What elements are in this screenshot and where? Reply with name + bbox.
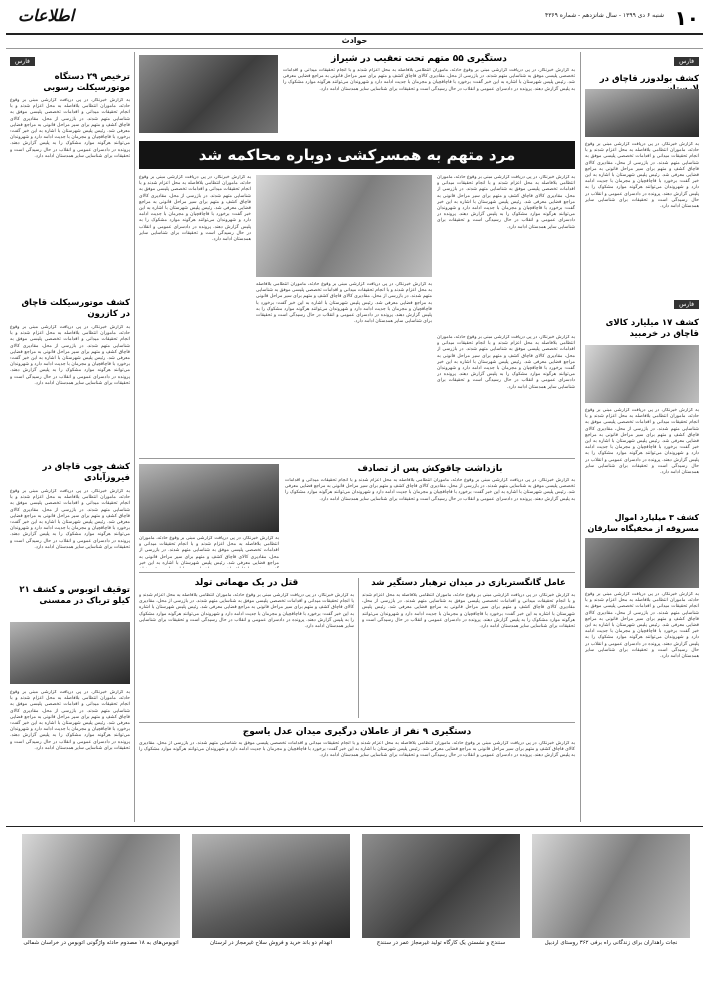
motorsmuggle-title: کشف موتورسیکلت قاچاق در کازرون [21,298,130,319]
party-title: قتل در یک مهمانی تولد [194,578,299,588]
motor29-title: ترخیص ۲۹ دستگاه موتورسیکلت رسوبی [43,72,130,93]
bottom-photo-1 [22,834,180,938]
main-bottom-rule [139,458,575,459]
gangster-body: به گزارش خبرنگار، در پی دریافت گزارشی مبنی بر وقوع حادثه، ماموران انتظامی بلافاصله به محل اعزام شدند و با انجام تحقیقات میدانی و اقدامات تخصصی پلیسی موفق به شناسایی متهم شدند. در بازرسی از محل، مقادیری کالای قاچاق کشف و متهم برای سیر مراحل قانونی به مراجع قضایی معرفی شد. رئیس پلیس شهرستان با اشاره به این خبر گفت: برخورد با قاچاقچیان و مجرمان با جدیت ادامه دارد و شهروندان می‌توانند هرگونه موارد مشکوک را به پلیس گزارش دهند. پرونده در دادسرای عمومی و انقلاب در حال رسیدگی است و تحقیقات برای شناسایی سایر همدستان ادامه دارد. [362,593,575,630]
photo-strip-rule [6,826,703,827]
main-body-right: به گزارش خبرنگار، در پی دریافت گزارشی مبنی بر وقوع حادثه، ماموران انتظامی بلافاصله به محل اعزام شدند و با انجام تحقیقات میدانی و اقدامات تخصصی پلیسی موفق به شناسایی متهم شدند. در بازرسی از محل، مقادیری کالای قاچاق کشف و متهم برای سیر مراحل قانونی به مراجع قضایی معرفی شد. رئیس پلیس شهرستان با اشاره به این خبر گفت: برخورد با قاچاقچیان و مجرمان با جدیت ادامه دارد و شهروندان می‌توانند هرگونه موارد مشکوک را به پلیس گزارش دهند. پرونده در دادسرای عمومی و انقلاب در حال رسیدگی است و تحقیقات برای شناسایی سایر همدستان ادامه دارد. [437,175,575,230]
wood-body: به گزارش خبرنگار، در پی دریافت گزارشی مبنی بر وقوع حادثه، ماموران انتظامی بلافاصله به محل اعزام شدند و با انجام تحقیقات میدانی و اقدامات تخصصی پلیسی موفق به شناسایی متهم شدند. در بازرسی از محل، مقادیری کالای قاچاق کشف و متهم برای سیر مراحل قانونی به مراجع قضایی معرفی شد. رئیس پلیس شهرستان با اشاره به این خبر گفت: برخورد با قاچاقچیان و مجرمان با جدیت ادامه دارد و شهروندان می‌توانند هرگونه موارد مشکوک را به پلیس گزارش دهند. پرونده در دادسرای عمومی و انقلاب در حال رسیدگی است و تحقیقات برای شناسایی سایر همدستان ادامه دارد. [10,489,130,550]
handcuff-photo [139,464,279,532]
issue-info: شنبه ۶ دی ۱۳۹۹ - سال شانزدهم - شماره ۴۳۶۹ [544,12,664,19]
main-body-left: به گزارش خبرنگار، در پی دریافت گزارشی مبنی بر وقوع حادثه، ماموران انتظامی بلافاصله به محل اعزام شدند و با انجام تحقیقات میدانی و اقدامات تخصصی پلیسی موفق به شناسایی متهم شدند. در بازرسی از محل، مقادیری کالای قاچاق کشف و متهم برای سیر مراحل قانونی به مراجع قضایی معرفی شد. رئیس پلیس شهرستان با اشاره به این خبر گفت: برخورد با قاچاقچیان و مجرمان با جدیت ادامه دارد و شهروندان می‌توانند هرگونه موارد مشکوک را به پلیس گزارش دهند. پرونده در دادسرای عمومی و انقلاب در حال رسیدگی است و تحقیقات برای شناسایی سایر همدستان ادامه دارد. [139,175,251,243]
goods17-body: به گزارش خبرنگار، در پی دریافت گزارشی مبنی بر وقوع حادثه، ماموران انتظامی بلافاصله به محل اعزام شدند و با انجام تحقیقات میدانی و اقدامات تخصصی پلیسی موفق به شناسایی متهم شدند. در بازرسی از محل، مقادیری کالای قاچاق کشف و متهم برای سیر مراحل قانونی به مراجع قضایی معرفی شد. رئیس پلیس شهرستان با اشاره به این خبر گفت: برخورد با قاچاقچیان و مجرمان با جدیت ادامه دارد و شهروندان می‌توانند هرگونه موارد مشکوک را به پلیس گزارش دهند. پرونده در دادسرای عمومی و انقلاب در حال رسیدگی است و تحقیقات برای شناسایی سایر همدستان ادامه دارد. [585,408,699,476]
bus-body-left: به گزارش خبرنگار، در پی دریافت گزارشی مبنی بر وقوع حادثه، ماموران انتظامی بلافاصله به محل اعزام شدند و با انجام تحقیقات میدانی و اقدامات تخصصی پلیسی موفق به شناسایی متهم شدند. در بازرسی از محل، مقادیری کالای قاچاق کشف و متهم برای سیر مراحل قانونی به مراجع قضایی معرفی شد. رئیس پلیس شهرستان با اشاره به این خبر [139,536,279,566]
yasuj-body: به گزارش خبرنگار، در پی دریافت گزارشی مبنی بر وقوع حادثه، ماموران انتظامی بلافاصله به محل اعزام شدند و با انجام تحقیقات میدانی و اقدامات تخصصی پلیسی موفق به شناسایی متهم شدند. در بازرسی از محل، مقادیری کالای قاچاق کشف و متهم برای سیر مراحل قانونی به مراجع قضایی معرفی شد. رئیس پلیس شهرستان با اشاره به این خبر گفت: برخورد با قاچاقچیان و مجرمان با جدیت ادامه دارد و شهروندان می‌توانند هرگونه موارد مشکوک را به پلیس گزارش دهند. پرونده در دادسرای عمومی و انقلاب در حال رسیدگی است و تحقیقات برای شناسایی سایر همدستان ادامه دارد. [139,741,575,759]
motor29-body: به گزارش خبرنگار، در پی دریافت گزارشی مبنی بر وقوع حادثه، ماموران انتظامی بلافاصله به محل اعزام شدند و با انجام تحقیقات میدانی و اقدامات تخصصی پلیسی موفق به شناسایی متهم شدند. در بازرسی از محل، مقادیری کالای قاچاق کشف و متهم برای سیر مراحل قانونی به مراجع قضایی معرفی شد. رئیس پلیس شهرستان با اشاره به این خبر گفت: برخورد با قاچاقچیان و مجرمان با جدیت ادامه دارد و شهروندان می‌توانند هرگونه موارد مشکوک را به پلیس گزارش دهند. پرونده در دادسرای عمومی و انقلاب در حال رسیدگی است و تحقیقات برای شناسایی سایر همدستان ادامه دارد. [10,98,130,159]
bottom-caption-4: نجات راهداران برای زندگانی راه برفی ۳۶۲ روستای اردبیل [544,940,678,946]
newspaper-logo: اطلاعات [18,6,75,25]
party-divider [358,578,359,718]
shiraz-body: به گزارش خبرنگار، در پی دریافت گزارشی مبنی بر وقوع حادثه، ماموران انتظامی بلافاصله به محل اعزام شدند و با انجام تحقیقات میدانی و اقدامات تخصصی پلیسی موفق به شناسایی متهم شدند. در بازرسی از محل، مقادیری کالای قاچاق کشف و متهم برای سیر مراحل قانونی به مراجع قضایی معرفی شد. رئیس پلیس شهرستان با اشاره به این خبر گفت: برخورد با قاچاقچیان و مجرمان با جدیت ادامه دارد و شهروندان می‌توانند هرگونه موارد مشکوک را به پلیس گزارش دهند. پرونده در دادسرای عمومی و انقلاب در حال رسیدگی است و تحقیقات برای شناسایی سایر همدستان ادامه دارد. [283,68,575,92]
section-rule [6,48,703,49]
opium-body: به گزارش خبرنگار، در پی دریافت گزارشی مبنی بر وقوع حادثه، ماموران انتظامی بلافاصله به محل اعزام شدند و با انجام تحقیقات میدانی و اقدامات تخصصی پلیسی موفق به شناسایی متهم شدند. در بازرسی از محل، مقادیری کالای قاچاق کشف و متهم برای سیر مراحل قانونی به مراجع قضایی معرفی شد. رئیس پلیس شهرستان با اشاره به این خبر گفت: برخورد با قاچاقچیان و مجرمان با جدیت ادامه دارد و شهروندان می‌توانند هرگونه موارد مشکوک را به پلیس گزارش دهند. پرونده در دادسرای عمومی و انقلاب در حال رسیدگی است و تحقیقات برای شناسایی سایر همدستان ادامه دارد. [10,690,130,751]
left-col-divider [134,52,135,822]
right-col-divider [580,52,581,822]
bottom-photo-4 [532,834,690,938]
bulldozer-body: به گزارش خبرنگار، در پی دریافت گزارشی مبنی بر وقوع حادثه، ماموران انتظامی بلافاصله به محل اعزام شدند و با انجام تحقیقات میدانی و اقدامات تخصصی پلیسی موفق به شناسایی متهم شدند. در بازرسی از محل، مقادیری کالای قاچاق کشف و متهم برای سیر مراحل قانونی به مراجع قضایی معرفی شد. رئیس پلیس شهرستان با اشاره به این خبر گفت: برخورد با قاچاقچیان و مجرمان با جدیت ادامه دارد و شهروندان می‌توانند هرگونه موارد مشکوک را به پلیس گزارش دهند. پرونده در دادسرای عمومی و انقلاب در حال رسیدگی است و تحقیقات برای شناسایی سایر همدستان ادامه دارد. [585,142,699,210]
bottom-photo-2 [192,834,350,938]
section-title: حوادث [341,36,368,45]
gangster-bottom-rule [139,722,575,723]
goods17-title: کشف ۱۷ میلیارد کالای قاچاق در خرمبید [605,318,699,339]
tag-left: فارس [10,57,35,66]
main-body-mid: به گزارش خبرنگار، در پی دریافت گزارشی مبنی بر وقوع حادثه، ماموران انتظامی بلافاصله به محل اعزام شدند و با انجام تحقیقات میدانی و اقدامات تخصصی پلیسی موفق به شناسایی متهم شدند. در بازرسی از محل، مقادیری کالای قاچاق کشف و متهم برای سیر مراحل قانونی به مراجع قضایی معرفی شد. رئیس پلیس شهرستان با اشاره به این خبر گفت: برخورد با قاچاقچیان و مجرمان با جدیت ادامه دارد و شهروندان می‌توانند هرگونه موارد مشکوک را به پلیس گزارش دهند. پرونده در دادسرای عمومی و انقلاب در حال رسیدگی است و تحقیقات برای شناسایی سایر همدستان ادامه دارد. [256,282,432,325]
yasuj-title: دستگیری ۹ نفر از عاملان درگیری میدان عدل یاسوج [242,727,472,737]
bottom-photo-3 [362,834,520,938]
page-number: ۱۰ [674,6,699,30]
bulldozer-title: کشف بولدوزر قاچاق در [599,74,699,84]
bus-title: بازداشت چاقوکش پس از تصادف [357,464,503,474]
party-body: به گزارش خبرنگار، در پی دریافت گزارشی مبنی بر وقوع حادثه، ماموران انتظامی بلافاصله به محل اعزام شدند و با انجام تحقیقات میدانی و اقدامات تخصصی پلیسی موفق به شناسایی متهم شدند. در بازرسی از محل، مقادیری کالای قاچاق کشف و متهم برای سیر مراحل قانونی به مراجع قضایی معرفی شد. رئیس پلیس شهرستان با اشاره به این خبر گفت: برخورد با قاچاقچیان و مجرمان با جدیت ادامه دارد و شهروندان می‌توانند هرگونه موارد مشکوک را به پلیس گزارش دهند. پرونده در دادسرای عمومی و انقلاب در حال رسیدگی است و تحقیقات برای شناسایی سایر همدستان ادامه دارد. [139,593,354,630]
bus-bottom-rule [139,572,575,573]
shiraz-photo [139,55,278,133]
goods17-photo [585,345,699,403]
opium-title: توقیف اتوبوس و کشف ۲۱ کیلو تریاک در ممسنی [19,585,130,606]
opium-photo [10,622,130,684]
shiraz-title: دستگیری ۵۵ متهم تحت تعقیب در شیراز [331,54,507,64]
court-photo [256,175,432,277]
bottom-caption-2: انهدام دو باند خرید و فروش سلاح غیرمجاز در لرستان [209,940,333,946]
gangster-title: عامل گانگستربازی در میدان ترهبار دستگیر شد [371,578,566,588]
stolen-title: کشف ۳ میلیارد اموال مسروقه از مخفیگاه سارقان [587,513,699,533]
tag-right: فارس [674,57,699,66]
masthead-rule [6,33,703,35]
stolen-body: به گزارش خبرنگار، در پی دریافت گزارشی مبنی بر وقوع حادثه، ماموران انتظامی بلافاصله به محل اعزام شدند و با انجام تحقیقات میدانی و اقدامات تخصصی پلیسی موفق به شناسایی متهم شدند. در بازرسی از محل، مقادیری کالای قاچاق کشف و متهم برای سیر مراحل قانونی به مراجع قضایی معرفی شد. رئیس پلیس شهرستان با اشاره به این خبر گفت: برخورد با قاچاقچیان و مجرمان با جدیت ادامه دارد و شهروندان می‌توانند هرگونه موارد مشکوک را به پلیس گزارش دهند. پرونده در دادسرای عمومی و انقلاب در حال رسیدگی است و تحقیقات برای شناسایی سایر همدستان ادامه دارد. [585,592,699,660]
bottom-caption-3: سنندج و نشستن یک کارگاه تولید غیرمجاز عمر در سنندج [376,940,506,946]
tag-right-2: فارس [674,300,699,309]
main-body-right-2: به گزارش خبرنگار، در پی دریافت گزارشی مبنی بر وقوع حادثه، ماموران انتظامی بلافاصله به محل اعزام شدند و با انجام تحقیقات میدانی و اقدامات تخصصی پلیسی موفق به شناسایی متهم شدند. در بازرسی از محل، مقادیری کالای قاچاق کشف و متهم برای سیر مراحل قانونی به مراجع قضایی معرفی شد. رئیس پلیس شهرستان با اشاره به این خبر گفت: برخورد با قاچاقچیان و مجرمان با جدیت ادامه دارد و شهروندان می‌توانند هرگونه موارد مشکوک را به پلیس گزارش دهند. پرونده در دادسرای عمومی و انقلاب در حال رسیدگی است و تحقیقات برای شناسایی سایر همدستان ادامه دارد. [437,335,575,390]
bus-body: به گزارش خبرنگار، در پی دریافت گزارشی مبنی بر وقوع حادثه، ماموران انتظامی بلافاصله به محل اعزام شدند و با انجام تحقیقات میدانی و اقدامات تخصصی پلیسی موفق به شناسایی متهم شدند. در بازرسی از محل، مقادیری کالای قاچاق کشف و متهم برای سیر مراحل قانونی به مراجع قضایی معرفی شد. رئیس پلیس شهرستان با اشاره به این خبر گفت: برخورد با قاچاقچیان و مجرمان با جدیت ادامه دارد و شهروندان می‌توانند هرگونه موارد مشکوک را به پلیس گزارش دهند. پرونده در دادسرای عمومی و انقلاب در حال رسیدگی است و تحقیقات برای شناسایی سایر همدستان ادامه دارد. [285,478,575,502]
wood-title: کشف چوب قاچاق در فیروزآبادی [42,462,130,483]
stolen-photo [585,538,699,588]
motorsmuggle-body: به گزارش خبرنگار، در پی دریافت گزارشی مبنی بر وقوع حادثه، ماموران انتظامی بلافاصله به محل اعزام شدند و با انجام تحقیقات میدانی و اقدامات تخصصی پلیسی موفق به شناسایی متهم شدند. در بازرسی از محل، مقادیری کالای قاچاق کشف و متهم برای سیر مراحل قانونی به مراجع قضایی معرفی شد. رئیس پلیس شهرستان با اشاره به این خبر گفت: برخورد با قاچاقچیان و مجرمان با جدیت ادامه دارد و شهروندان می‌توانند هرگونه موارد مشکوک را به پلیس گزارش دهند. پرونده در دادسرای عمومی و انقلاب در حال رسیدگی است و تحقیقات برای شناسایی سایر همدستان ادامه دارد. [10,325,130,386]
bulldozer-photo [585,89,699,137]
main-banner-title: مرد متهم به همسرکشی دوباره محاکمه شد [139,141,575,169]
bottom-caption-1: اتوبوس‌های به ۱۸ مصدوم حادثه واژگونی اتوبوس در خراسان شمالی [23,940,179,946]
